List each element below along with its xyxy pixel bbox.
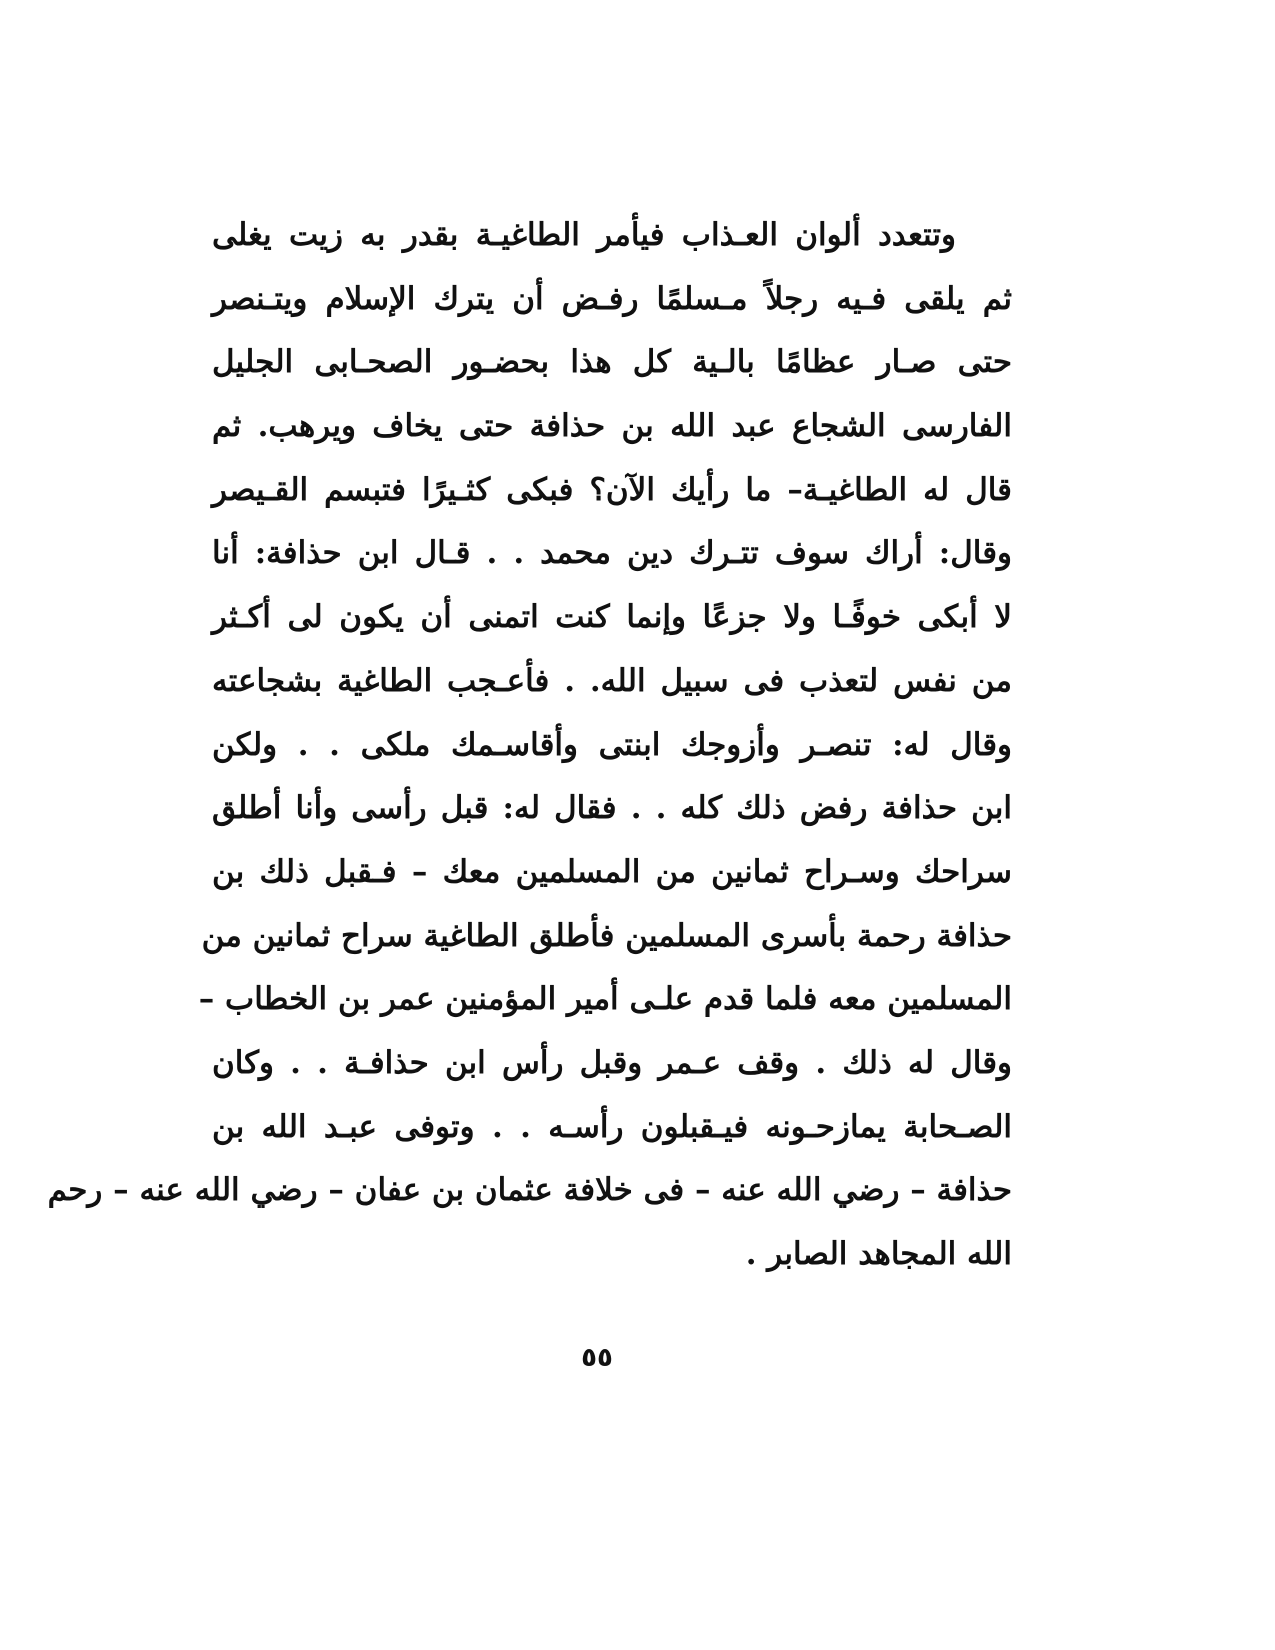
text-line-5: قال له الطاغيـة– ما رأيك الآن؟ فبكى كثـيرًا فتبسم القـيصر [212, 471, 1012, 508]
text-line-10: ابن حذافة رفض ذلك كله . . فقال له: قبل رأسى وأنا أطلق [212, 790, 1012, 827]
text-line-15: الصـحابة يمازحـونه فيـقبلون رأسـه . . وتوفى عبـد الله بن [212, 1108, 1012, 1145]
text-line-9: وقال له: تنصـر وأزوجك ابنتى وأقاسـمك ملكى . . ولكن [212, 726, 1012, 763]
text-line-16: حذافة – رضي الله عنه – فى خلافة عثمان بن عفان – رضي الله عنه – رحم [47, 1172, 1012, 1209]
text-line-1: وتتعدد ألوان العـذاب فيأمر الطاغيـة بقدر به زيت يغلى [212, 217, 956, 253]
text-line-13: المسلمين معه فلما قدم علـى أمير المؤمنين عمر بن الخطاب – [198, 981, 1012, 1018]
text-line-7: لا أبكى خوفًـا ولا جزعًا وإنما كنت اتمنى أن يكون لى أكـثر [212, 599, 1012, 636]
text-line-4: الفارسى الشجاع عبد الله بن حذافة حتى يخاف ويرهب. ثم [212, 408, 1012, 445]
body-text [47, 204, 1012, 1287]
text-line-3: حتى صـار عظامًا بالـية كل هذا بحضـور الصحـابى الجليل [212, 344, 1012, 381]
text-line-12: حذافة رحمة بأسرى المسلمين فأطلق الطاغية سراح ثمانين من [201, 917, 1012, 954]
text-line-17: الله المجاهد الصابر . [745, 1236, 1012, 1272]
page-number: ٥٥ [581, 1343, 613, 1373]
text-line-8: من نفس لتعذب فى سبيل الله. . فأعـجب الطاغية بشجاعته [212, 662, 1012, 699]
text-line-6: وقال: أراك سوف تتـرك دين محمد . . قـال ابن حذافة: أنا [212, 535, 1012, 572]
text-line-2: ثم يلقى فـيه رجلاً مـسلمًا رفـض أن يترك الإسلام ويتـنصر [212, 280, 1012, 317]
text-line-11: سراحك وسـراح ثمانين من المسلمين معك – فـقبل ذلك بن [212, 853, 1012, 890]
text-line-14: وقال له ذلك . وقف عـمر وقبل رأس ابن حذافـة . . وكان [212, 1044, 1012, 1081]
